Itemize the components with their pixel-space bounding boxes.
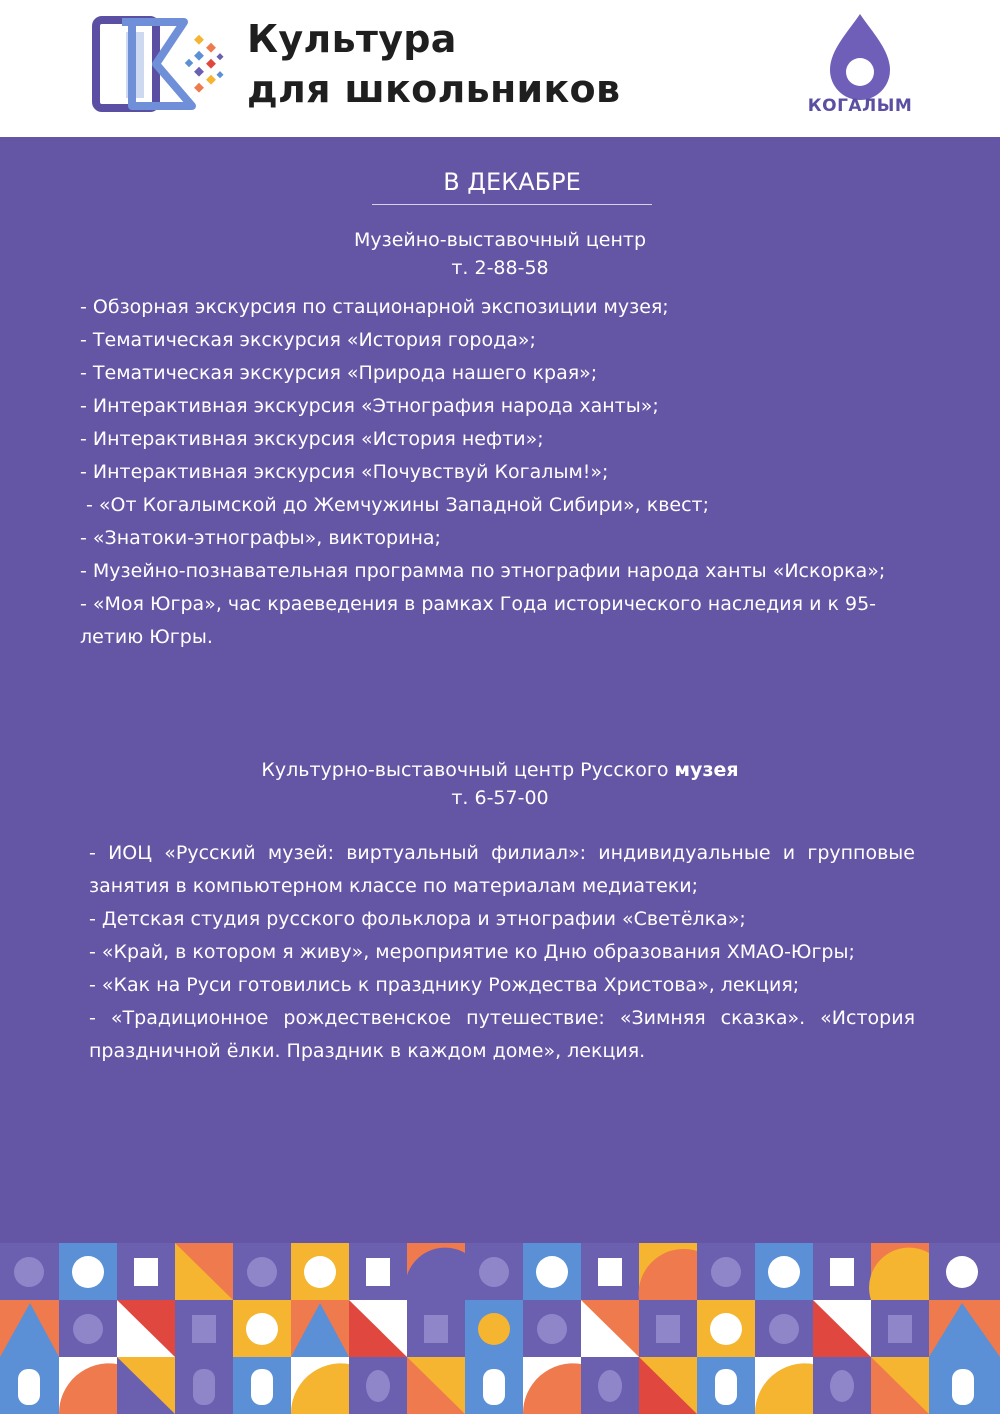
org-2-phone: т. 6-57-00 [451, 787, 549, 809]
org-2-name [0, 756, 1000, 784]
org-2-header [0, 756, 1000, 812]
palette-icon [73, 1314, 103, 1344]
list-item: - Обзорная экскурсия по стационарной экспозиции музея; [80, 296, 669, 318]
palette-icon [769, 1314, 799, 1344]
list-item: - Детская студия русского фольклора и этнографии «Светёлка»; [89, 908, 746, 930]
list-item: - Интерактивная экскурсия «Почувствуй Когалым!»; [80, 461, 609, 483]
book-icon [366, 1258, 390, 1286]
list-item: - Музейно-познавательная программа по этнографии народа ханты «Искорка»; [80, 560, 886, 582]
lyre-icon [715, 1369, 737, 1405]
lyre-icon [193, 1369, 215, 1405]
org-2-name-bold: музея [674, 759, 739, 781]
list-item: - Тематическая экскурсия «Природа нашего края»; [80, 362, 598, 384]
book-icon [830, 1258, 854, 1286]
column-icon [656, 1315, 680, 1343]
content-panel [0, 137, 1000, 1243]
list-item: - ИОЦ «Русский музей: виртуальный филиал»: индивидуальные и групповые занятия в компьютерном классе по материалам медиатеки; [89, 842, 915, 897]
org-1-name: Музейно-выставочный центр [353, 229, 647, 251]
vase-icon [366, 1370, 390, 1402]
list-item: - «Традиционное рождественское путешествие: «Зимняя сказка». «История праздничной ёлки. Праздник в каждом доме», лекция. [89, 1007, 915, 1062]
vase-icon [598, 1370, 622, 1402]
column-icon [888, 1315, 912, 1343]
lyre-icon [18, 1369, 40, 1405]
palette-icon [711, 1257, 741, 1287]
book-icon [134, 1258, 158, 1286]
org-1-header [0, 226, 1000, 282]
brand-title [247, 14, 620, 114]
list-item: - «Моя Югра», час краеведения в рамках Года исторического наследия и к 95-летию Югры. [80, 593, 877, 648]
column-icon [192, 1315, 216, 1343]
org-1-events [80, 291, 925, 654]
brand-line-2: для школьников [247, 67, 621, 111]
culture-logo-icon [92, 14, 227, 116]
list-item: - Интерактивная экскурсия «Этнография народа ханты»; [80, 395, 659, 417]
column-icon [424, 1315, 448, 1343]
palette-icon [14, 1257, 44, 1287]
vase-icon [830, 1370, 854, 1402]
org-2-name-regular: Культурно-выставочный центр Русского [261, 759, 675, 781]
lyre-icon [483, 1369, 505, 1405]
header [0, 0, 1000, 137]
heading-divider [372, 204, 652, 205]
decorative-mosaic [0, 1243, 1000, 1414]
list-item: - «Край, в котором я живу», мероприятие ко Дню образования ХМАО-Югры; [89, 941, 855, 963]
month-heading: В ДЕКАБРЕ [443, 168, 581, 196]
list-item: - «Знатоки-этнографы», викторина; [80, 527, 441, 549]
list-item: - «От Когалымской до Жемчужины Западной Сибири», квест; [80, 494, 709, 516]
list-item: - Тематическая экскурсия «История города»; [80, 329, 536, 351]
palette-icon [247, 1257, 277, 1287]
list-item: - Интерактивная экскурсия «История нефти»; [80, 428, 544, 450]
mosaic-row-2 [0, 1300, 1000, 1357]
lyre-icon [952, 1369, 974, 1405]
book-icon [598, 1258, 622, 1286]
mosaic-row-3 [0, 1357, 1000, 1414]
brand-line-1: Культура [247, 17, 457, 61]
org-1-phone: т. 2-88-58 [451, 257, 549, 279]
city-name: КОГАЛЫМ [807, 96, 913, 116]
org-2-events [89, 837, 915, 1068]
list-item: - «Как на Руси готовились к празднику Рождества Христова», лекция; [89, 974, 800, 996]
palette-icon [537, 1314, 567, 1344]
palette-icon [479, 1257, 509, 1287]
mosaic-row-1 [0, 1243, 1000, 1300]
lyre-icon [251, 1369, 273, 1405]
